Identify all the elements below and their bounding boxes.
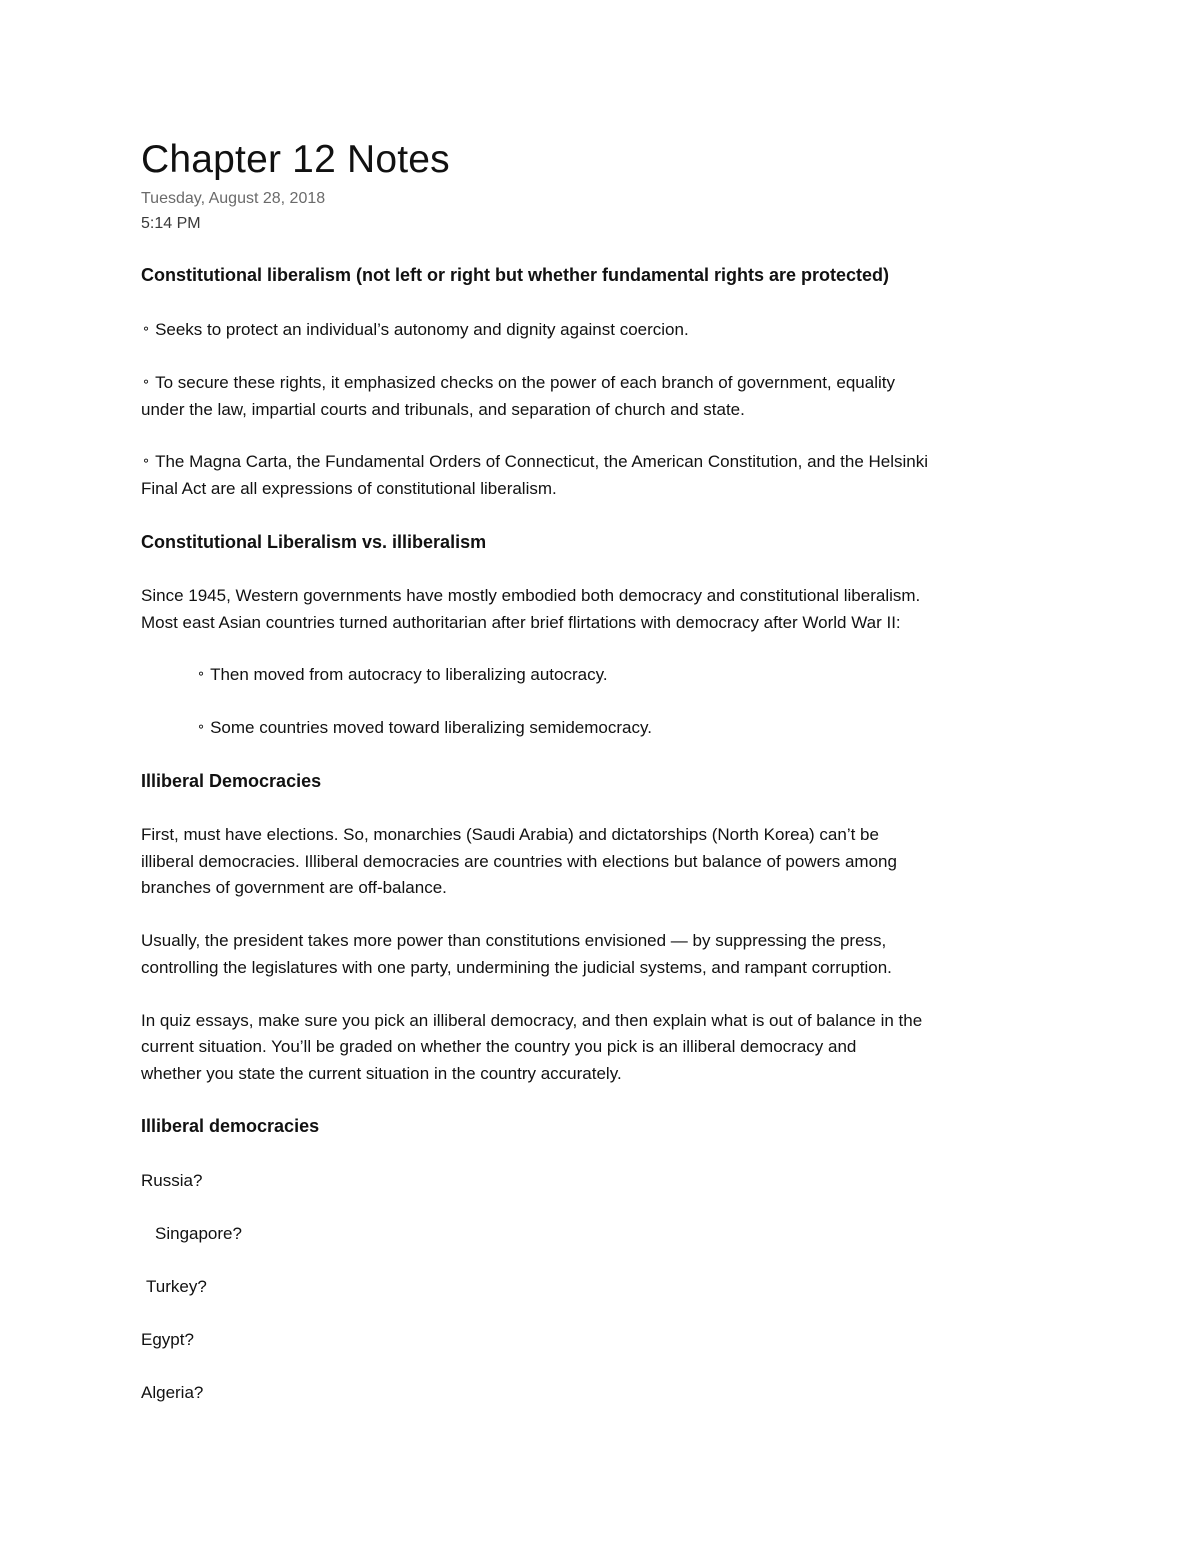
bullet-icon: ⚬ <box>141 375 152 389</box>
paragraph-line: Usually, the president takes more power than constitutions envisioned — by suppressing the press, <box>141 931 887 950</box>
paragraph-line: controlling the legislatures with one party, undermining the judicial systems, and rampant corruption. <box>141 958 892 977</box>
page-title: Chapter 12 Notes <box>141 138 450 181</box>
bullet-icon: ⚬ <box>141 322 152 336</box>
paragraph-line: Most east Asian countries turned authoritarian after brief flirtations with democracy after World War II: <box>141 613 901 632</box>
bullet-icon: ⚬ <box>196 720 207 734</box>
paragraph-line: Since 1945, Western governments have mostly embodied both democracy and constitutional liberalism. <box>141 586 921 605</box>
bullet-text: To secure these rights, it emphasized checks on the power of each branch of government, equality <box>155 373 895 392</box>
section-heading-constitutional-liberalism: Constitutional liberalism (not left or right but whether fundamental rights are protected) <box>141 265 890 285</box>
section-heading-liberalism-vs-illiberalism: Constitutional Liberalism vs. illiberalism <box>141 532 487 552</box>
list-item: Algeria? <box>141 1383 204 1402</box>
list-item: Russia? <box>141 1171 203 1190</box>
list-item: Egypt? <box>141 1330 194 1349</box>
list-item: Singapore? <box>155 1224 242 1243</box>
list-item <box>141 320 689 340</box>
bullet-continuation: Final Act are all expressions of constitutional liberalism. <box>141 479 557 498</box>
note-time: 5:14 PM <box>141 215 201 232</box>
note-date: Tuesday, August 28, 2018 <box>141 190 326 207</box>
list-item: Turkey? <box>146 1277 207 1296</box>
bullet-text: Some countries moved toward liberalizing semidemocracy. <box>210 718 652 737</box>
paragraph-line: current situation. You’ll be graded on whether the country you pick is an illiberal democracy and <box>141 1037 857 1056</box>
list-item <box>141 452 928 472</box>
paragraph-line: In quiz essays, make sure you pick an illiberal democracy, and then explain what is out of balance in the <box>141 1011 923 1030</box>
bullet-continuation: under the law, impartial courts and tribunals, and separation of church and state. <box>141 400 745 419</box>
list-item <box>196 718 652 738</box>
paragraph-line: branches of government are off-balance. <box>141 878 447 897</box>
paragraph-line: whether you state the current situation in the country accurately. <box>141 1064 622 1083</box>
paragraph-line: First, must have elections. So, monarchies (Saudi Arabia) and dictatorships (North Korea) can’t be <box>141 825 879 844</box>
section-heading-illiberal-democracies-list: Illiberal democracies <box>141 1116 320 1136</box>
bullet-text: Seeks to protect an individual’s autonomy and dignity against coercion. <box>155 320 689 339</box>
bullet-text: Then moved from autocracy to liberalizing autocracy. <box>210 665 608 684</box>
list-item <box>196 665 608 685</box>
bullet-text: The Magna Carta, the Fundamental Orders of Connecticut, the American Constitution, and the Helsinki <box>155 452 929 471</box>
paragraph-line: illiberal democracies. Illiberal democracies are countries with elections but balance of powers among <box>141 852 897 871</box>
bullet-icon: ⚬ <box>196 667 207 681</box>
list-item <box>141 373 895 393</box>
section-heading-illiberal-democracies: Illiberal Democracies <box>141 771 322 791</box>
bullet-icon: ⚬ <box>141 454 152 468</box>
